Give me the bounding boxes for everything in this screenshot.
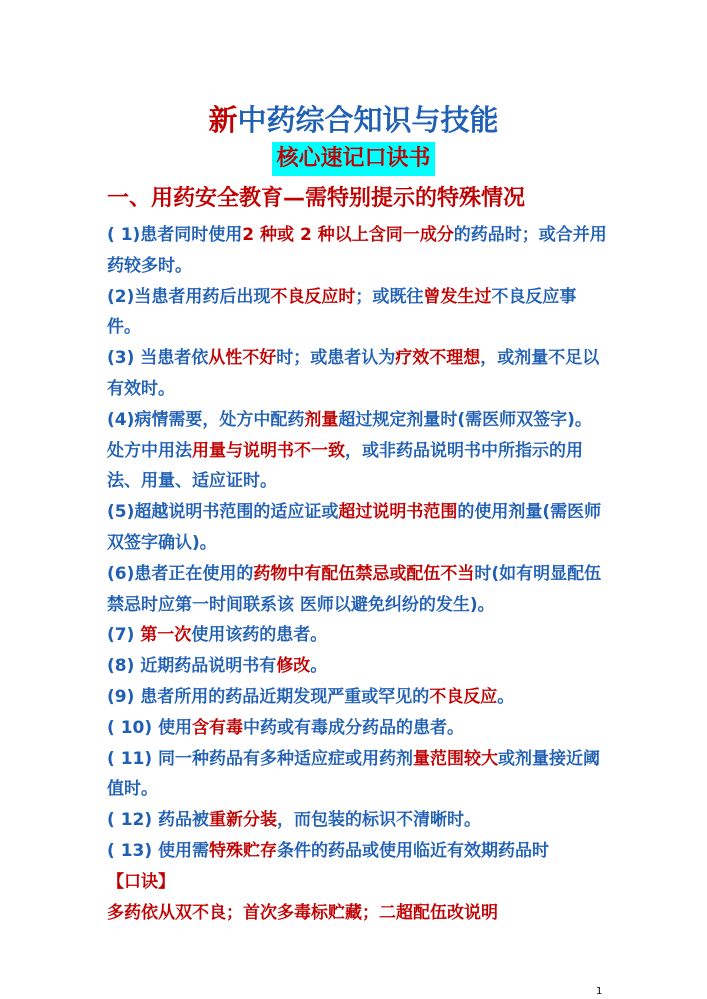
list-item <box>107 620 607 651</box>
item-highlight: 超过说明书范围 <box>338 502 458 523</box>
item-highlight: 剂量 <box>304 409 339 430</box>
mnemonic-text: 多药依从双不良；首次多毒标贮藏；二超配伍改说明 <box>107 902 498 923</box>
item-text: 不良反应事件。 <box>107 286 577 338</box>
content-body <box>107 220 607 928</box>
item-text: (6)患者正在使用的 <box>107 563 254 584</box>
item-text: (2)当患者用药后出现 <box>107 286 271 307</box>
item-highlight: 从性不好 <box>208 348 277 369</box>
item-highlight: 修改 <box>276 656 311 677</box>
list-item <box>107 744 607 806</box>
title-main: 中药综合知识与技能 <box>237 103 499 137</box>
list-item <box>107 805 607 836</box>
item-text: (3) 当患者依 <box>107 348 209 369</box>
item-text: (4)病情需要，处方中配药 <box>107 409 305 430</box>
item-text: 条件的药品或使用临近有效期药品时 <box>277 840 550 861</box>
item-text: 。 <box>310 656 328 677</box>
item-highlight: 2 种或 2 种以上含同一成分 <box>242 225 454 245</box>
item-text: ( 10) 使用 <box>107 717 193 738</box>
list-item <box>107 713 607 744</box>
document-title <box>0 98 707 139</box>
item-highlight: 特殊贮存 <box>209 840 278 861</box>
item-text: ；或既往 <box>355 286 424 307</box>
item-text: 时(如有明显配伍禁忌时应第一时间联系该 医师以避免纠纷的发生)。 <box>107 563 602 615</box>
item-text: ( 11) 同一种药品有多种适应症或用药剂 <box>107 748 414 769</box>
item-text: ( 12) 药品被 <box>107 810 210 831</box>
mnemonic-label: 【口诀】 <box>107 871 175 892</box>
page-number: 1 <box>596 986 603 997</box>
item-highlight: 含有毒 <box>192 717 244 738</box>
subtitle-container <box>0 142 707 176</box>
list-item <box>107 405 607 497</box>
list-item <box>107 220 607 282</box>
item-text: ，或剂量不足以有效时。 <box>107 348 600 399</box>
item-text: ( 13) 使用需 <box>107 840 210 861</box>
title-prefix: 新 <box>208 103 238 137</box>
list-item <box>107 651 607 682</box>
item-text: 的使用剂量(需医师双签字确认)。 <box>107 502 602 553</box>
item-highlight: 重新分装 <box>209 810 278 831</box>
item-text: ，或非药品说明书中所指示的用法、用量、适应证时。 <box>107 440 583 492</box>
list-item <box>107 343 607 405</box>
item-text: 。 <box>497 686 515 707</box>
item-text: (5)超越说明书范围的适应证或 <box>107 502 339 523</box>
item-highlight: 曾发生过 <box>423 286 492 307</box>
item-text: (7) <box>107 625 141 646</box>
item-text: (8) 近期药品说明书有 <box>107 656 277 677</box>
item-text: 超过规定剂量时(需医师双签字)。处方中用法 <box>107 409 592 461</box>
list-item <box>107 559 607 621</box>
item-text: 中药或有毒成分药品的患者。 <box>243 717 465 738</box>
item-highlight: 不良反应时 <box>270 286 356 307</box>
item-text: 使用该药的患者。 <box>191 625 328 646</box>
item-highlight: 不良反应 <box>429 686 498 707</box>
item-text: 或剂量接近阈值时。 <box>107 748 601 800</box>
section-heading: 一、用药安全教育—需特别提示的特殊情况 <box>107 186 526 211</box>
list-item <box>107 836 607 867</box>
item-highlight: 药物中有配伍禁忌或配伍不当 <box>253 563 475 584</box>
item-highlight: 第一次 <box>140 625 192 646</box>
list-item <box>107 497 607 559</box>
document-subtitle: 核心速记口诀书 <box>272 142 434 176</box>
item-text: (9) 患者所用的药品近期发现严重或罕见的 <box>107 686 430 707</box>
item-text: ( 1)患者同时使用 <box>107 225 243 245</box>
item-highlight: 量范围较大 <box>413 748 499 769</box>
item-text: ，而包装的标识不清晰时。 <box>277 810 482 831</box>
item-text: 时；或患者认为 <box>276 348 396 369</box>
item-highlight: 用量与说明书不一致 <box>192 440 345 461</box>
list-item <box>107 282 607 344</box>
item-text: 的药品时；或合并用药较多时。 <box>107 225 607 276</box>
list-item <box>107 682 607 713</box>
item-highlight: 疗效不理想 <box>395 348 481 369</box>
